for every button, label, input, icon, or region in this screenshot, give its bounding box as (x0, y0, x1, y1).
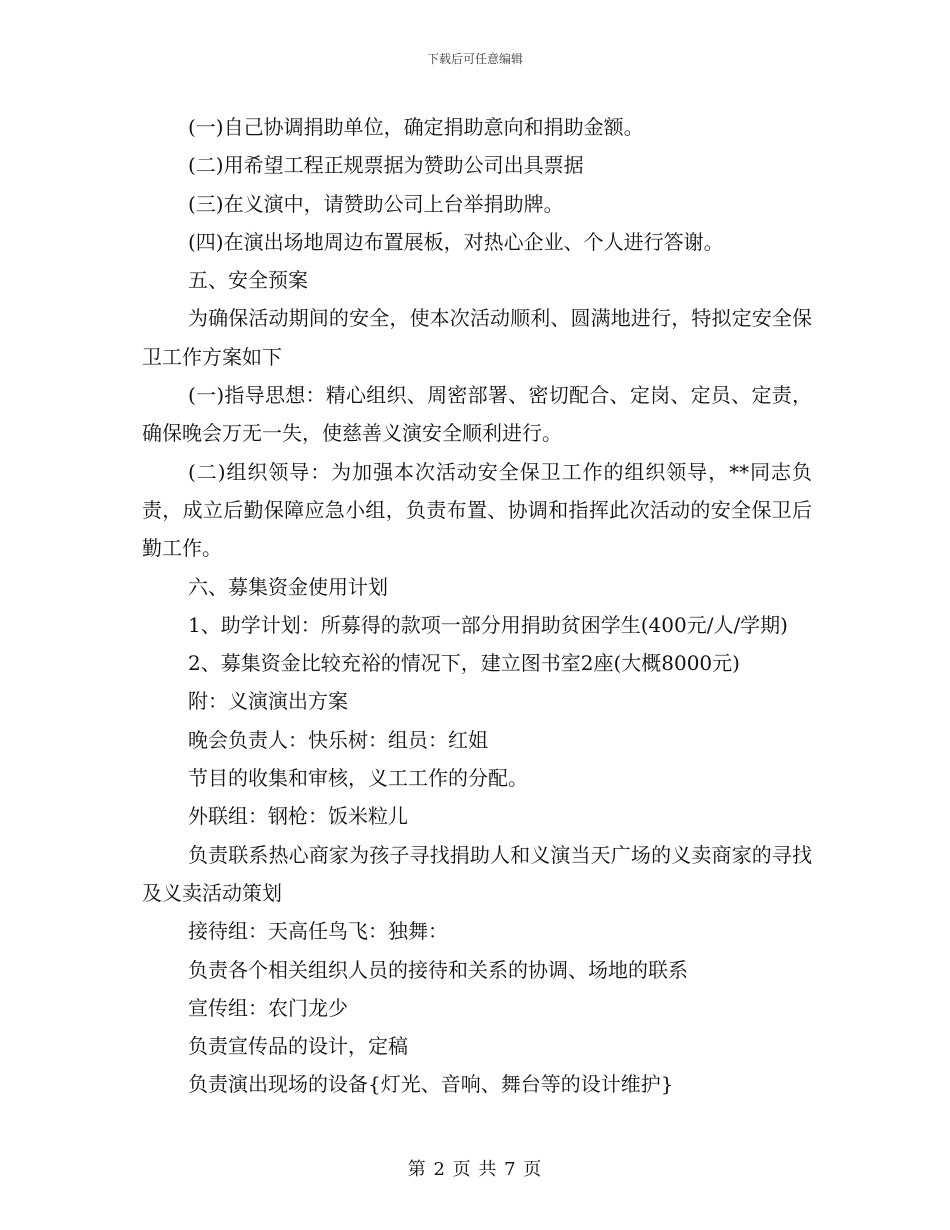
paragraph: 负责联系热心商家为孩子寻找捐助人和义演当天广场的义卖商家的寻找及义卖活动策划 (142, 842, 812, 905)
paragraph: (二)用希望工程正规票据为赞助公司出具票据 (188, 153, 584, 178)
paragraph: (二)组织领导：为加强本次活动安全保卫工作的组织领导，**同志负责，成立后勤保障应急小组，负责布置、协调和指挥此次活动的安全保卫后勤工作。 (142, 459, 812, 561)
paragraph: 附：义演演出方案 (188, 689, 348, 714)
paragraph: 接待组：天高任鸟飞：独舞： (188, 919, 448, 944)
paragraph: (三)在义演中，请赞助公司上台举捐助牌。 (188, 191, 564, 216)
paragraph: (一)指导思想：精心组织、周密部署、密切配合、定岗、定员、定责，确保晚会万无一失，使慈善义演安全顺利进行。 (142, 383, 812, 446)
paragraph: 2、募集资金比较充裕的情况下，建立图书室2座(大概8000元) (188, 651, 740, 676)
paragraph: (四)在演出场地周边布置展板，对热心企业、个人进行答谢。 (188, 229, 724, 254)
paragraph: (一)自己协调捐助单位，确定捐助意向和捐助金额。 (188, 115, 644, 139)
paragraph: 节目的收集和审核，义工工作的分配。 (188, 766, 528, 791)
page-header: 下载后可任意编辑 (426, 52, 523, 66)
document-body (142, 108, 812, 1104)
paragraph: 为确保活动期间的安全，使本次活动顺利、圆满地进行，特拟定安全保卫工作方案如下 (142, 306, 812, 369)
page-number: 第 2 页 共 7 页 (407, 1159, 543, 1180)
paragraph: 晚会负责人：快乐树：组员：红姐 (188, 727, 488, 752)
paragraph: 负责宣传品的设计，定稿 (188, 1034, 408, 1059)
paragraph: 外联组：钢枪：饭米粒儿 (188, 804, 408, 829)
paragraph: 1、助学计划：所募得的款项一部分用捐助贫困学生(400元/人/学期) (188, 612, 788, 637)
paragraph: 负责各个相关组织人员的接待和关系的协调、场地的联系 (188, 957, 688, 982)
section-heading: 六、募集资金使用计划 (188, 574, 388, 599)
section-heading: 五、安全预案 (188, 268, 308, 293)
paragraph: 负责演出现场的设备{灯光、音响、舞台等的设计维护} (188, 1072, 674, 1097)
paragraph: 宣传组：农门龙少 (188, 995, 348, 1020)
